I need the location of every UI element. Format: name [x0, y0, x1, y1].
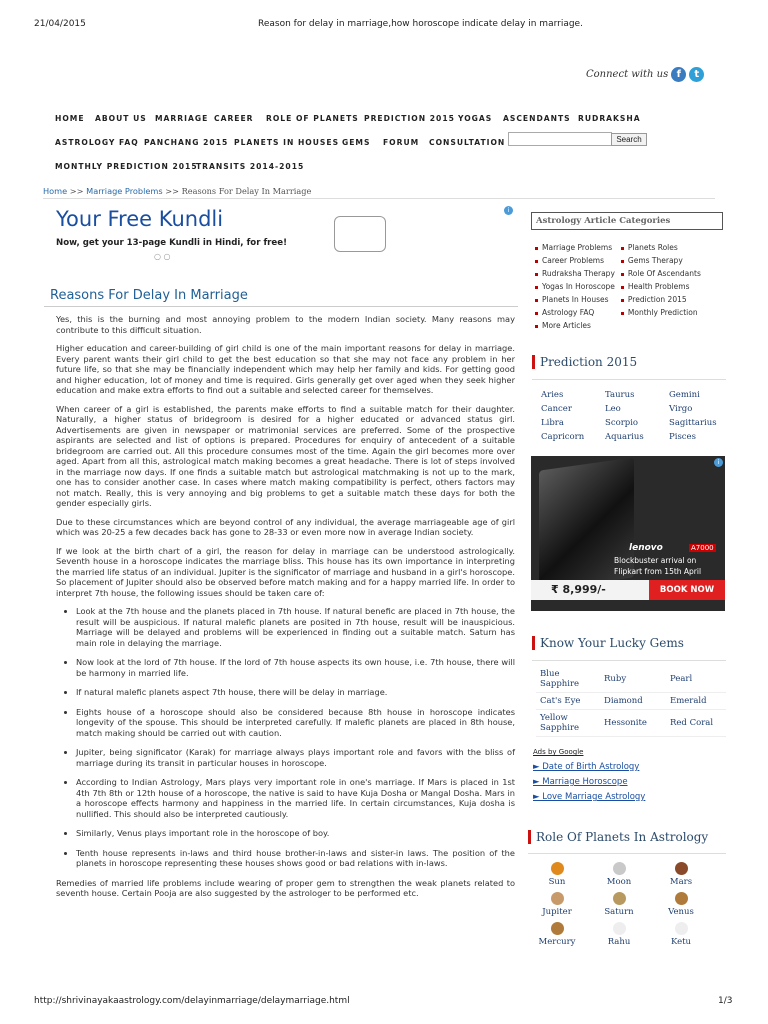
breadcrumb	[43, 186, 311, 196]
planet-label: Mercury	[538, 937, 576, 947]
bullet-icon	[621, 299, 624, 302]
bullet-icon	[535, 286, 538, 289]
bullet-icon	[535, 325, 538, 328]
zodiac-link[interactable]: Aquarius	[605, 432, 644, 442]
zodiac-link[interactable]: Aries	[541, 390, 564, 400]
planets-title: Role Of Planets In Astrology	[528, 830, 708, 844]
planet-link[interactable]	[594, 892, 644, 917]
planet-label: Sun	[548, 877, 566, 887]
nav-transits[interactable]: TRANSITS 2014-2015	[196, 162, 305, 171]
nav-forum[interactable]: FORUM	[383, 138, 420, 147]
list-item: • If natural malefic planets aspect 7th house, there will be delay in marriage.	[76, 687, 515, 698]
category-link[interactable]: Monthly Prediction	[618, 306, 704, 319]
gem-link[interactable]: Pearl	[666, 666, 726, 693]
bullet-icon	[535, 247, 538, 250]
planet-link[interactable]	[656, 922, 706, 947]
widget-divider	[532, 660, 726, 661]
list-item: • Now look at the lord of 7th house. If the lord of 7th house aspects its own house, i.e. 7th house, there will be harmony in married life.	[76, 657, 515, 678]
print-page: 1/3	[718, 996, 733, 1006]
book-now-button[interactable]: BOOK NOW	[649, 580, 725, 600]
category-link[interactable]: Planets In Houses	[532, 293, 618, 306]
nav-panchang-2015[interactable]: PANCHANG 2015	[144, 138, 229, 147]
nav-rudraksha[interactable]: RUDRAKSHA	[578, 114, 641, 123]
nav-planets-in-houses[interactable]: PLANETS IN HOUSES	[234, 138, 340, 147]
search-button[interactable]: Search	[611, 133, 647, 146]
ads-by-google[interactable]: Ads by Google	[533, 748, 584, 756]
category-link[interactable]: Marriage Problems	[532, 241, 618, 254]
zodiac-link[interactable]: Virgo	[669, 404, 693, 414]
category-link[interactable]: Planets Roles	[618, 241, 704, 254]
twitter-icon[interactable]: t	[689, 67, 704, 82]
facebook-icon[interactable]: f	[671, 67, 686, 82]
category-link[interactable]: Health Problems	[618, 280, 704, 293]
ad-price: ₹ 8,999/-	[551, 583, 606, 596]
paragraph: Due to these circumstances which are beyond control of any individual, the average marriageable age of girl which was 20-25 a few decades back has gone to 28-33 or even more now in average Indian society.	[56, 516, 515, 537]
zodiac-table	[537, 388, 721, 444]
breadcrumb-separator: >>	[162, 186, 182, 196]
list-item: • Jupiter, being significator (Karak) for marriage always plays important role and favors with the bliss of marriage during its transit in particular houses in horoscope.	[76, 747, 515, 768]
bullet-icon	[535, 273, 538, 276]
paragraph: If we look at the birth chart of a girl, the reason for delay in marriage can be understood astrologically. Seventh house in a horoscope indicates the marriage bliss. This house has its own importance in interpreting the married life status of an individual. Jupiter is the significator of marriage and husband in a girl's horoscope. So placement of Jupiter should also be observed before match making and for a happy married life. In order to interpret 7th house, the following issues should be taken care of:	[56, 545, 515, 598]
nav-astrology-faq[interactable]: ASTROLOGY FAQ	[55, 138, 139, 147]
print-date: 21/04/2015	[34, 19, 86, 29]
categories-table	[532, 241, 704, 332]
bullet-icon	[535, 260, 538, 263]
paragraph: Higher education and career-building of girl child is one of the main important reasons for delay in marriage. Every parent wants their girl child to get the best education so that she may not face any problem in her future life, so that she may be financially independent which may help her family and kids. For getting good and higher education, lot of money and time is required. Girls generally get over aged when they seek higher education and make extra efforts to find out a suitable and selected career for themselves.	[56, 343, 515, 395]
list-item: • Eights house of a horoscope should also be considered because 8th house in horoscope indicates longevity of the spouse. This should be interpreted carefully. If malefic planets are placed in 8th house, match making should be carried out with caution.	[76, 707, 515, 739]
planet-link[interactable]	[656, 862, 706, 887]
ad-dots-icon: ○ ○	[154, 252, 171, 261]
ad-subtitle: Now, get your 13-page Kundli in Hindi, for free!	[56, 238, 287, 248]
nav-home[interactable]: HOME	[55, 114, 85, 123]
gem-link[interactable]: Hessonite	[600, 710, 666, 737]
nav-gems[interactable]: GEMS	[342, 138, 371, 147]
category-link[interactable]: Rudraksha Therapy	[532, 267, 618, 280]
paragraph: Remedies of married life problems include wearing of proper gem to strengthen the weak planets related to seventh house. Certain Pooja are also suggested by the astrologer to be performed etc.	[56, 877, 515, 898]
factor-list	[56, 606, 515, 869]
title-divider	[44, 306, 518, 307]
planet-icon	[551, 922, 564, 935]
category-link[interactable]: Astrology FAQ	[532, 306, 618, 319]
bullet-icon	[621, 273, 624, 276]
zodiac-link[interactable]: Leo	[605, 404, 621, 414]
breadcrumb-current: Reasons For Delay In Marriage	[181, 186, 312, 196]
planet-label: Rahu	[607, 937, 631, 947]
category-link[interactable]: More Articles	[532, 319, 618, 332]
ad-brand: lenovo	[629, 543, 663, 553]
planet-label: Mars	[669, 877, 693, 887]
widget-divider	[528, 853, 726, 854]
nav-marriage[interactable]: MARRIAGE	[155, 114, 209, 123]
planet-label: Jupiter	[542, 907, 572, 917]
planet-icon	[675, 922, 688, 935]
zodiac-link[interactable]: Sagittarius	[669, 418, 717, 428]
ad-link-marriage-horoscope[interactable]: ► Marriage Horoscope	[533, 777, 628, 787]
gem-link[interactable]: Emerald	[666, 693, 726, 710]
zodiac-link[interactable]: Taurus	[605, 390, 635, 400]
ad-model: A7000	[691, 544, 714, 552]
gems-title: Know Your Lucky Gems	[532, 636, 684, 650]
planet-label: Ketu	[670, 937, 692, 947]
planet-link[interactable]	[594, 922, 644, 947]
gem-link[interactable]: Red Coral	[666, 710, 726, 737]
breadcrumb-divider	[43, 198, 715, 199]
ad-info-icon[interactable]: i	[504, 206, 513, 215]
category-link[interactable]: Prediction 2015	[618, 293, 704, 306]
nav-role-of-planets[interactable]: ROLE OF PLANETS	[266, 114, 359, 123]
bullet-icon	[535, 299, 538, 302]
nav-about-us[interactable]: ABOUT US	[95, 114, 147, 123]
planet-link[interactable]	[594, 862, 644, 887]
gem-link[interactable]: Yellow Sapphire	[536, 710, 600, 737]
ad-link-date-of-birth[interactable]: ► Date of Birth Astrology	[533, 762, 640, 772]
category-link[interactable]: Career Problems	[532, 254, 618, 267]
gem-link[interactable]: Ruby	[600, 666, 666, 693]
planet-label: Saturn	[604, 907, 634, 917]
ad-info-icon[interactable]: i	[714, 458, 723, 467]
zodiac-link[interactable]: Capricorn	[541, 432, 585, 442]
bullet-icon	[621, 312, 624, 315]
zodiac-link[interactable]: Gemini	[669, 390, 700, 400]
gems-table	[536, 666, 726, 737]
planet-icon	[551, 862, 564, 875]
ad-title: Your Free Kundli	[56, 207, 224, 231]
breadcrumb-separator: >>	[67, 186, 87, 196]
list-item: • According to Indian Astrology, Mars plays very important role in one's marriage. If Mars is placed in 1st 4th 7th 8th or 12th house of a horoscope, the native is said to have Kuja Dosha or Mangal Dosha. Mars in a horoscope effects harmony and happiness in the married life. In certain circumstances, Kuja dosha is nullified. This should also be interpreted cautiously.	[76, 777, 515, 819]
article-title: Reasons For Delay In Marriage	[50, 288, 248, 303]
article-body	[56, 314, 515, 907]
list-item: • Tenth house represents in-laws and third house brother-in-laws and sister-in laws. The position of the planets in horoscope representing these houses shows good or bad relations with in-laws.	[76, 848, 515, 869]
paragraph: Yes, this is the burning and most annoying problem to the modern Indian society. Many reasons may contribute to this difficult situation.	[56, 314, 515, 335]
breadcrumb-section[interactable]: Marriage Problems	[86, 186, 163, 196]
planet-link[interactable]	[532, 922, 582, 947]
planet-icon	[613, 922, 626, 935]
planet-link[interactable]	[656, 892, 706, 917]
list-item: • Look at the 7th house and the planets placed in 7th house. If natural benefic are placed in 7th house, the result will be auspicious. If natural malefic planets are posited in 7th house, result will be inauspicious. Marriage will be delayed and problems will be experienced in finding out a suitable match. Saturn has main role in delaying the marriage.	[76, 606, 515, 648]
zodiac-link[interactable]: Libra	[541, 418, 564, 428]
category-link[interactable]: Gems Therapy	[618, 254, 704, 267]
gem-link[interactable]: Blue Sapphire	[536, 666, 600, 693]
print-url: http://shrivinayakaastrology.com/delayinmarriage/delaymarriage.html	[34, 996, 350, 1006]
gem-link[interactable]: Diamond	[600, 693, 666, 710]
kundli-ad[interactable]	[44, 204, 518, 284]
planet-icon	[675, 862, 688, 875]
planet-icon	[613, 862, 626, 875]
list-item: • Similarly, Venus plays important role in the horoscope of boy.	[76, 828, 515, 839]
nav-consultation[interactable]: CONSULTATION	[429, 138, 506, 147]
planet-icon	[613, 892, 626, 905]
print-title: Reason for delay in marriage,how horoscope indicate delay in marriage.	[258, 19, 583, 29]
category-link[interactable]: Role Of Ascendants	[618, 267, 704, 280]
planet-label: Moon	[606, 877, 632, 887]
planet-icon	[675, 892, 688, 905]
gem-link[interactable]: Cat's Eye	[536, 693, 600, 710]
nav-yogas[interactable]: YOGAS	[458, 114, 493, 123]
category-link[interactable]: Yogas In Horoscope	[532, 280, 618, 293]
nav-prediction-2015[interactable]: PREDICTION 2015	[364, 114, 455, 123]
paragraph: When career of a girl is established, the parents make efforts to find a suitable match for their daughter. Naturally, a higher status of bridegroom is desired for a higher educated or advanced status girl. Advertisements are given in newspaper or matrimonial services are preferred. Some of the prospective aspirants are selected and list of options is prepared. Procedures for enquiry of antecedent of a suitable bridegroom are carried out. All this procedure consumes most of the time. Again the girl becomes more over aged. Apart from all this, astrological match making becomes a great headache. There is lot of steps involved in the marriage now days. If one finds a suitable match but astrological matchmaking is not up to the mark, one has to consider another case. In cases where match making compatibility is perfect, others factors may not match. Really, this is very annoying and big problems to get a suitable match these days for both the gender especially girls.	[56, 403, 515, 508]
prediction-title: Prediction 2015	[532, 355, 637, 369]
ad-link-love-marriage[interactable]: ► Love Marriage Astrology	[533, 792, 646, 802]
ad-cta-button[interactable]	[334, 216, 386, 252]
planet-label: Venus	[668, 907, 694, 917]
nav-career[interactable]: CAREER	[214, 114, 254, 123]
connect-label: Connect with us	[586, 69, 669, 80]
planet-link[interactable]	[532, 892, 582, 917]
categories-title: Astrology Article Categories	[531, 212, 723, 230]
planet-link[interactable]	[532, 862, 582, 887]
planet-icon	[551, 892, 564, 905]
breadcrumb-home[interactable]: Home	[43, 186, 68, 196]
zodiac-link[interactable]: Cancer	[541, 404, 572, 414]
zodiac-link[interactable]: Pisces	[669, 432, 696, 442]
zodiac-link[interactable]: Scorpio	[605, 418, 639, 428]
planets-grid	[530, 862, 720, 957]
widget-divider	[532, 379, 726, 380]
nav-ascendants[interactable]: ASCENDANTS	[503, 114, 571, 123]
bullet-icon	[621, 260, 624, 263]
nav-monthly-prediction[interactable]: MONTHLY PREDICTION 2015	[55, 162, 198, 171]
phone-ad[interactable]	[531, 456, 725, 611]
bullet-icon	[535, 312, 538, 315]
ad-line-2: Flipkart from 15th April	[614, 567, 702, 576]
search-input[interactable]	[508, 132, 612, 146]
ad-line-1: Blockbuster arrival on	[614, 556, 697, 565]
bullet-icon	[621, 286, 624, 289]
connect-bar	[586, 67, 704, 82]
bullet-icon	[621, 247, 624, 250]
